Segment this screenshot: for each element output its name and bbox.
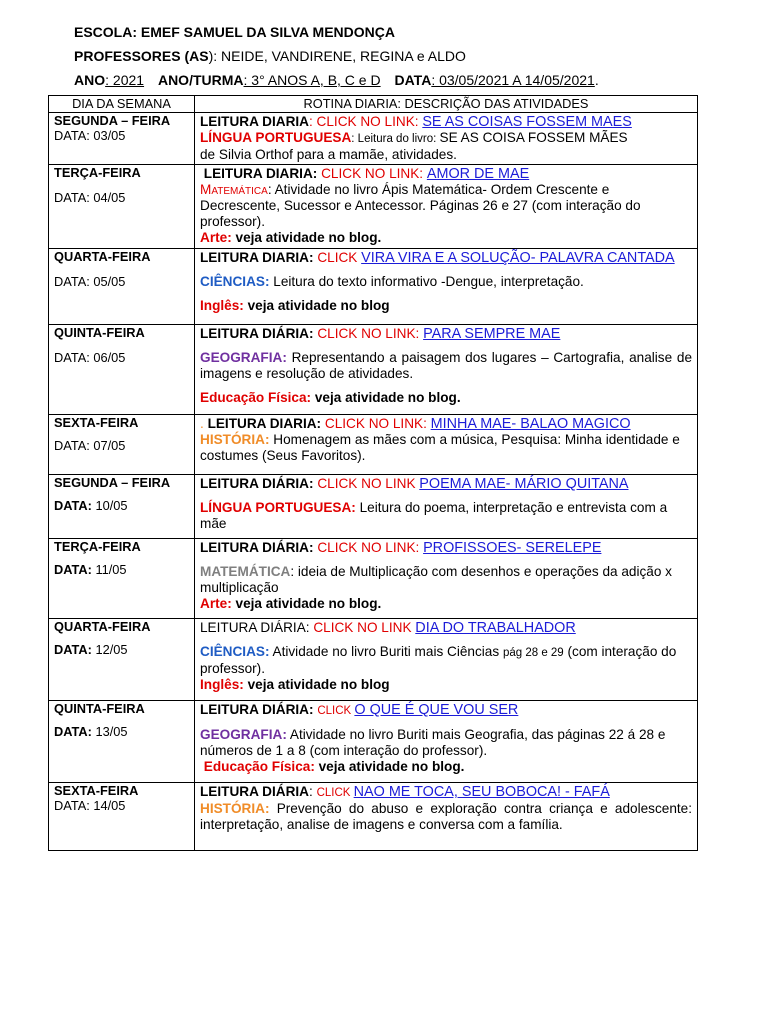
day-date: 10/05 <box>91 498 128 513</box>
table-row <box>49 113 698 165</box>
subject2-text: veja atividade no blog. <box>314 759 465 774</box>
day-date: DATA: 14/05 <box>54 798 126 813</box>
reading-label: LEITURA DIÁRIA: <box>200 326 318 341</box>
teachers-names: NEIDE, VANDIRENE, REGINA e ALDO <box>217 48 466 64</box>
day-cell <box>49 783 195 851</box>
video-link[interactable]: PROFISSOES- SERELEPE <box>423 540 602 556</box>
school-line <box>74 24 395 40</box>
day-date: DATA: 06/05 <box>54 350 126 365</box>
col-activities-header: ROTINA DIARIA: DESCRIÇÃO DAS ATIVIDADES <box>195 96 698 113</box>
subject2-text: veja atividade no blog <box>243 677 390 692</box>
day-cell <box>49 249 195 325</box>
subject2-text: veja atividade no blog. <box>231 230 382 245</box>
subject-label: HISTÓRIA: <box>200 801 270 816</box>
day-cell <box>49 325 195 415</box>
video-link[interactable]: DIA DO TRABALHADOR <box>415 620 576 636</box>
activity-cell <box>195 113 698 165</box>
reading-label: LEITURA DIARIA: <box>200 250 318 265</box>
click-text: CLICK <box>317 250 362 265</box>
teachers-label: PROFESSORES (AS <box>74 48 209 64</box>
weekday: SEXTA-FEIRA <box>54 415 139 430</box>
subject-text: Atividade no livro Buriti mais Ciências <box>269 644 503 659</box>
day-date-label: DATA: <box>54 562 92 577</box>
day-date: DATA: 07/05 <box>54 438 126 453</box>
day-cell <box>49 475 195 539</box>
year-value: : 2021 <box>105 72 145 88</box>
day-date: 12/05 <box>91 642 128 657</box>
table-row <box>49 325 698 415</box>
subject-label: HISTÓRIA: <box>200 432 270 447</box>
video-link[interactable]: VIRA VIRA E A SOLUÇÃO- PALAVRA CANTADA <box>361 250 675 266</box>
click-text: CLICK <box>316 787 354 799</box>
subject-text: Prevenção do abuso e exploração contra criança e adolescente: interpretação, analise de imagens e conversa com a família. <box>200 801 692 832</box>
subject-label: CIÊNCIAS: <box>200 274 270 289</box>
activity-cell <box>195 165 698 249</box>
subject-label: CIÊNCIAS: <box>200 644 270 659</box>
subject2-label: Inglês: <box>200 298 244 313</box>
day-date-label: DATA: <box>54 724 92 739</box>
subject-label: GEOGRAFIA: <box>200 350 287 365</box>
day-date: DATA: 03/05 <box>54 128 126 143</box>
subject-label: Matemática <box>200 182 268 197</box>
subject-text: Leitura do texto informativo -Dengue, interpretação. <box>269 274 584 289</box>
day-date: DATA: 05/05 <box>54 274 126 289</box>
weekday: TERÇA-FEIRA <box>54 539 141 554</box>
weekday: SEGUNDA – FEIRA <box>54 475 171 490</box>
video-link[interactable]: AMOR DE MAE <box>426 166 530 182</box>
leading-dot: . <box>200 416 208 431</box>
subject-text: Representando a paisagem dos lugares – Cartografia, analise de imagens e resolução de atividades. <box>200 350 692 381</box>
activity-cell <box>195 701 698 783</box>
click-text: CLICK NO LINK <box>317 476 420 491</box>
subject-label: LÍNGUA PORTUGUESA: <box>200 500 356 515</box>
weekday: TERÇA-FEIRA <box>54 165 141 180</box>
activity-cell <box>195 415 698 475</box>
subject2-text: veja atividade no blog. <box>311 390 461 405</box>
weekday: QUARTA-FEIRA <box>54 619 151 634</box>
subject-label: MATEMÁTICA <box>200 564 291 579</box>
subject2-label: Educação Física: <box>200 390 312 405</box>
teachers-label-close: ): <box>208 48 218 64</box>
table-row <box>49 415 698 475</box>
table-row <box>49 619 698 701</box>
video-link[interactable]: POEMA MAE- MÁRIO QUITANA <box>419 476 629 492</box>
class-value: : 3° ANOS A, B, C e D <box>243 72 381 88</box>
video-link[interactable]: MINHA MAE- BALAO MAGICO <box>430 416 631 432</box>
reading-label: LEITURA DIÁRIA <box>200 784 309 799</box>
day-cell <box>49 619 195 701</box>
click-text: CLICK NO LINK: <box>317 326 424 341</box>
subject2-text: veja atividade no blog <box>243 298 390 313</box>
subject-text-cont: de Silvia Orthof para a mamãe, atividades. <box>200 147 457 162</box>
subject2-label: Educação Física: <box>203 759 315 774</box>
click-text: CLICK NO LINK: <box>324 416 431 431</box>
subject-text: Atividade no livro Buriti mais Geografia, das páginas 22 á 28 e números de 1 a 8 (com interação do professor). <box>200 727 666 758</box>
activity-cell <box>195 475 698 539</box>
col-day-header: DIA DA SEMANA <box>49 96 195 113</box>
date-label: DATA <box>394 72 432 88</box>
click-text: : CLICK NO LINK: <box>309 114 423 129</box>
click-text: CLICK NO LINK: <box>321 166 427 181</box>
table-row <box>49 783 698 851</box>
day-cell <box>49 165 195 249</box>
activity-cell <box>195 325 698 415</box>
reading-label: LEITURA DIARIA <box>200 114 309 129</box>
weekday: QUINTA-FEIRA <box>54 701 145 716</box>
click-text: CLICK NO LINK: <box>317 540 424 555</box>
reading-label: LEITURA DIÁRIA: <box>200 702 318 717</box>
subject2-label: Arte: <box>200 230 232 245</box>
table-row <box>49 165 698 249</box>
video-link[interactable]: O QUE É QUE VOU SER <box>354 702 519 718</box>
subject2-label: Arte: <box>200 596 232 611</box>
subject-label: LÍNGUA PORTUGUESA <box>200 130 352 145</box>
video-link[interactable]: PARA SEMPRE MAE <box>423 326 561 342</box>
table-header-row <box>49 96 698 113</box>
class-label: ANO/TURMA <box>157 72 244 88</box>
weekday: SEGUNDA – FEIRA <box>54 113 171 128</box>
click-text: CLICK NO LINK <box>313 620 416 635</box>
click-text: CLICK <box>317 705 355 717</box>
subject-text: Homenagem as mães com a música, Pesquisa: Minha identidade e costumes (Seus Favoritos). <box>200 432 680 463</box>
weekday: SEXTA-FEIRA <box>54 783 139 798</box>
reading-label: LEITURA DIÁRIA: <box>200 476 318 491</box>
school-label: ESCOLA: <box>74 24 137 40</box>
day-date: DATA: 04/05 <box>54 190 126 205</box>
reading-label: LEITURA DIARIA: <box>207 416 325 431</box>
table-row <box>49 249 698 325</box>
day-cell <box>49 415 195 475</box>
table-row <box>49 475 698 539</box>
video-link[interactable]: SE AS COISAS FOSSEM MAES <box>422 114 632 130</box>
reading-label: LEITURA DIÁRIA: <box>200 540 318 555</box>
year-label: ANO <box>74 72 106 88</box>
day-date: 13/05 <box>91 724 128 739</box>
subject-text-cont: (com interação do professor). <box>200 644 677 676</box>
date-range: : 03/05/2021 A 14/05/2021 <box>431 72 595 88</box>
date-end: . <box>594 72 599 88</box>
day-cell <box>49 113 195 165</box>
day-cell <box>49 701 195 783</box>
activity-cell <box>195 249 698 325</box>
reading-colon: : <box>309 784 317 799</box>
video-link[interactable]: NAO ME TOCA, SEU BOBOCA! - FAFÁ <box>353 784 610 800</box>
subject-text: : Atividade no livro Ápis Matemática- Ordem Crescente e Decrescente, Sucessor e Antecessor. Páginas 26 e 27 (com interação do professor). <box>200 182 641 229</box>
weekday: QUINTA-FEIRA <box>54 325 145 340</box>
subject-label: GEOGRAFIA: <box>200 727 287 742</box>
subject2-label: Inglês: <box>200 677 244 692</box>
routine-table <box>48 95 698 851</box>
day-cell <box>49 539 195 619</box>
reading-label: LEITURA DIARIA: <box>203 166 322 181</box>
table-row <box>49 701 698 783</box>
subject-text: SE AS COISA FOSSEM MÃES <box>439 130 628 145</box>
weekday: QUARTA-FEIRA <box>54 249 151 264</box>
subject-text: : ideia de Multiplicação com desenhos e operações da adição x multiplicação <box>200 564 672 595</box>
teachers-line <box>74 48 466 64</box>
table-row <box>49 539 698 619</box>
day-date: 11/05 <box>91 562 127 577</box>
activity-cell <box>195 619 698 701</box>
subject-intro: : Leitura do livro: <box>351 133 440 145</box>
subject2-text: veja atividade no blog. <box>231 596 382 611</box>
subject-pages: pág 28 e 29 <box>502 647 564 659</box>
day-date-label: DATA: <box>54 642 92 657</box>
activity-cell <box>195 783 698 851</box>
day-date-label: DATA: <box>54 498 92 513</box>
subject-text: Leitura do poema, interpretação e entrevista com a mãe <box>200 500 668 531</box>
reading-label: LEITURA DIÁRIA: <box>200 620 314 635</box>
activity-cell <box>195 539 698 619</box>
school-name: EMEF SAMUEL DA SILVA MENDONÇA <box>140 24 395 40</box>
year-line <box>74 72 599 88</box>
